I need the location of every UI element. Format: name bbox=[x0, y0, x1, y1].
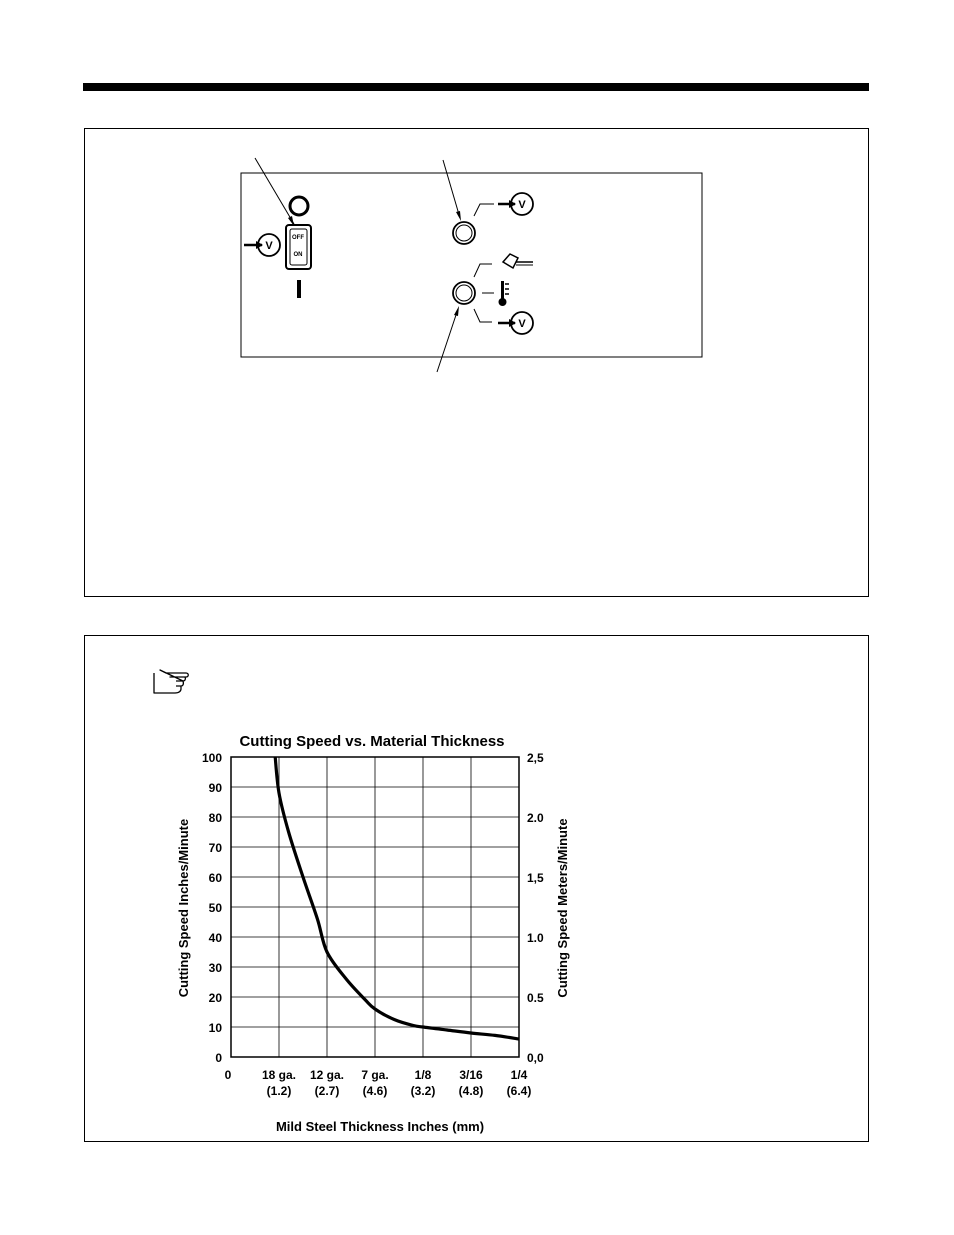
y-tick-label: 50 bbox=[208, 901, 222, 915]
x-tick-label: 3/16 bbox=[459, 1068, 483, 1082]
y-tick-label: 40 bbox=[208, 931, 222, 945]
y-tick-label: 100 bbox=[201, 751, 222, 765]
y2-axis-label: Cutting Speed Meters/Minute bbox=[555, 818, 570, 998]
y2-tick-label: 0.5 bbox=[527, 991, 544, 1005]
x-tick-label: 1/8 bbox=[414, 1068, 432, 1082]
y2-tick-label: 0,0 bbox=[527, 1051, 544, 1065]
chart-grid bbox=[231, 757, 519, 1057]
y2-tick-label: 1.0 bbox=[527, 931, 544, 945]
x-tick-label: 1/4 bbox=[510, 1068, 528, 1082]
x-tick-label: 0 bbox=[224, 1068, 232, 1082]
x-axis-label: Mild Steel Thickness Inches (mm) bbox=[275, 1119, 485, 1134]
y-tick-label: 80 bbox=[208, 811, 222, 825]
voltage-symbol-text: V bbox=[265, 240, 273, 252]
y-tick-label: 0 bbox=[215, 1051, 222, 1065]
switch-off-label: OFF bbox=[292, 235, 304, 241]
x-tick-sublabel: (3.2) bbox=[410, 1084, 436, 1098]
y-tick-label: 60 bbox=[208, 871, 222, 885]
x-tick-sublabel: (1.2) bbox=[266, 1084, 292, 1098]
x-tick-sublabel: (4.6) bbox=[362, 1084, 388, 1098]
y-axis-ticks bbox=[202, 751, 222, 1065]
x-tick-label: 18 ga. bbox=[261, 1068, 297, 1082]
chart-title: Cutting Speed vs. Material Thickness bbox=[239, 733, 505, 750]
x-tick-label: 12 ga. bbox=[309, 1068, 345, 1082]
y-tick-label: 10 bbox=[208, 1021, 222, 1035]
y-tick-label: 30 bbox=[208, 961, 222, 975]
x-tick-sublabel: (2.7) bbox=[314, 1084, 340, 1098]
switch-on-label: ON bbox=[293, 252, 303, 258]
y2-tick-label: 2.0 bbox=[527, 811, 544, 825]
y2-tick-label: 2,5 bbox=[527, 751, 544, 765]
y2-tick-label: 1,5 bbox=[527, 871, 544, 885]
y-axis-label: Cutting Speed Inches/Minute bbox=[176, 818, 191, 998]
x-tick-label: 7 ga. bbox=[361, 1068, 389, 1082]
y-tick-label: 90 bbox=[208, 781, 222, 795]
x-tick-sublabel: (4.8) bbox=[458, 1084, 484, 1098]
svg-text:V: V bbox=[518, 318, 526, 330]
x-tick-sublabel: (6.4) bbox=[506, 1084, 532, 1098]
x-axis-ticks bbox=[225, 1068, 532, 1098]
svg-text:V: V bbox=[518, 199, 526, 211]
y-tick-label: 70 bbox=[208, 841, 222, 855]
y-tick-label: 20 bbox=[208, 991, 222, 1005]
y2-axis-ticks bbox=[527, 751, 544, 1065]
